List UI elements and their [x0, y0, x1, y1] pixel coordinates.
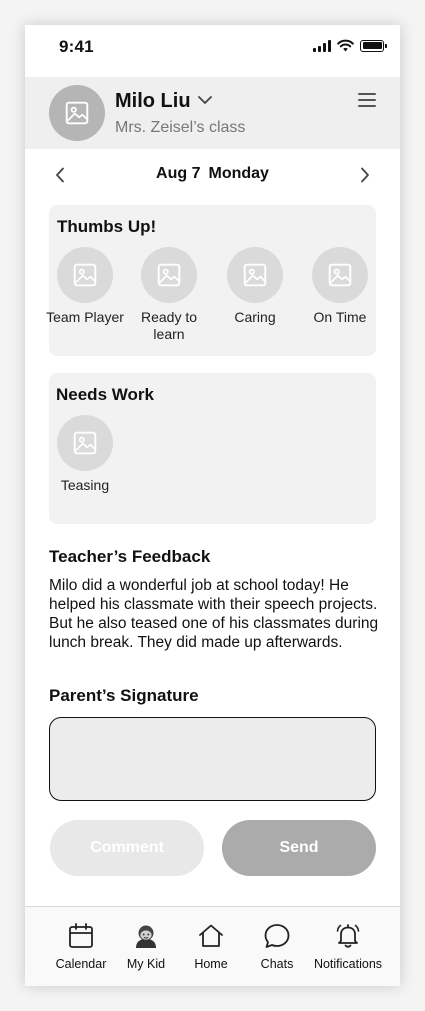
- thumbs-up-card: [46, 205, 376, 356]
- hamburger-menu-icon[interactable]: [358, 93, 376, 107]
- badge-circle: [141, 247, 197, 303]
- signature-input[interactable]: [49, 717, 376, 801]
- chevron-down-icon[interactable]: [197, 95, 213, 105]
- badge-label: On Time: [313, 309, 367, 325]
- badge-circle: [57, 415, 113, 471]
- wifi-icon: [337, 39, 354, 52]
- cellular-signal-icon: [313, 40, 331, 52]
- bell-icon: [334, 922, 362, 950]
- badge-label: Ready to learn: [140, 309, 198, 342]
- image-placeholder-icon: [327, 262, 353, 288]
- badge-circle: [57, 247, 113, 303]
- needs-work-title: Needs Work: [56, 385, 154, 404]
- chevron-right-icon[interactable]: [360, 167, 370, 183]
- badge-circle: [312, 247, 368, 303]
- badge-on-time[interactable]: [300, 247, 380, 326]
- profile-header: [25, 77, 400, 149]
- phone-screen: [25, 25, 400, 986]
- badge-caring[interactable]: [215, 247, 295, 326]
- battery-icon: [360, 40, 384, 52]
- tab-label: Chats: [260, 957, 294, 971]
- status-bar: [25, 25, 400, 77]
- date-navigator: [49, 161, 376, 189]
- avatar[interactable]: [49, 85, 105, 141]
- comment-button[interactable]: Comment: [50, 820, 204, 876]
- date-day: Aug 7: [156, 165, 201, 182]
- image-placeholder-icon: [72, 262, 98, 288]
- tab-label: My Kid: [126, 957, 166, 971]
- image-placeholder-icon: [72, 430, 98, 456]
- feedback-title: Teacher’s Feedback: [49, 547, 211, 566]
- badge-label: Teasing: [60, 477, 110, 493]
- image-placeholder-icon: [242, 262, 268, 288]
- kid-icon: [132, 922, 160, 950]
- tab-label: Home: [194, 957, 228, 971]
- image-placeholder-icon: [64, 100, 90, 126]
- badge-circle: [227, 247, 283, 303]
- badge-team-player[interactable]: [45, 247, 125, 326]
- chat-icon: [263, 922, 291, 950]
- status-icons: [313, 39, 384, 52]
- tab-home[interactable]: [174, 921, 248, 971]
- home-icon: [197, 922, 225, 950]
- tab-chats[interactable]: [240, 921, 314, 971]
- needs-work-card: [49, 373, 376, 524]
- thumbs-up-title: Thumbs Up!: [57, 217, 157, 236]
- date-weekday: Monday: [208, 165, 269, 182]
- badge-teasing[interactable]: [45, 415, 125, 494]
- class-name: Mrs. Zeisel’s class: [115, 119, 246, 136]
- tab-bar: [25, 906, 400, 986]
- badge-label: Caring: [234, 309, 276, 325]
- send-button[interactable]: Send: [222, 820, 376, 876]
- badge-label: Team Player: [46, 309, 124, 325]
- tab-calendar[interactable]: [44, 921, 118, 971]
- status-time: 9:41: [59, 37, 94, 56]
- feedback-text: Milo did a wonderful job at school today! He helped his classmate with their speech projects. But he also teased one of his classmates during lunch break. They did made up afterwards.: [49, 577, 379, 651]
- image-placeholder-icon: [156, 262, 182, 288]
- date-label: [49, 165, 376, 183]
- signature-title: Parent’s Signature: [49, 686, 199, 705]
- calendar-icon: [67, 922, 95, 950]
- tab-label: Calendar: [55, 957, 107, 971]
- kid-name[interactable]: Milo Liu: [115, 90, 191, 112]
- tab-notifications[interactable]: [308, 921, 388, 971]
- tab-my-kid[interactable]: [109, 921, 183, 971]
- tab-label: Notifications: [313, 957, 383, 971]
- badge-ready-to-learn[interactable]: [129, 247, 209, 343]
